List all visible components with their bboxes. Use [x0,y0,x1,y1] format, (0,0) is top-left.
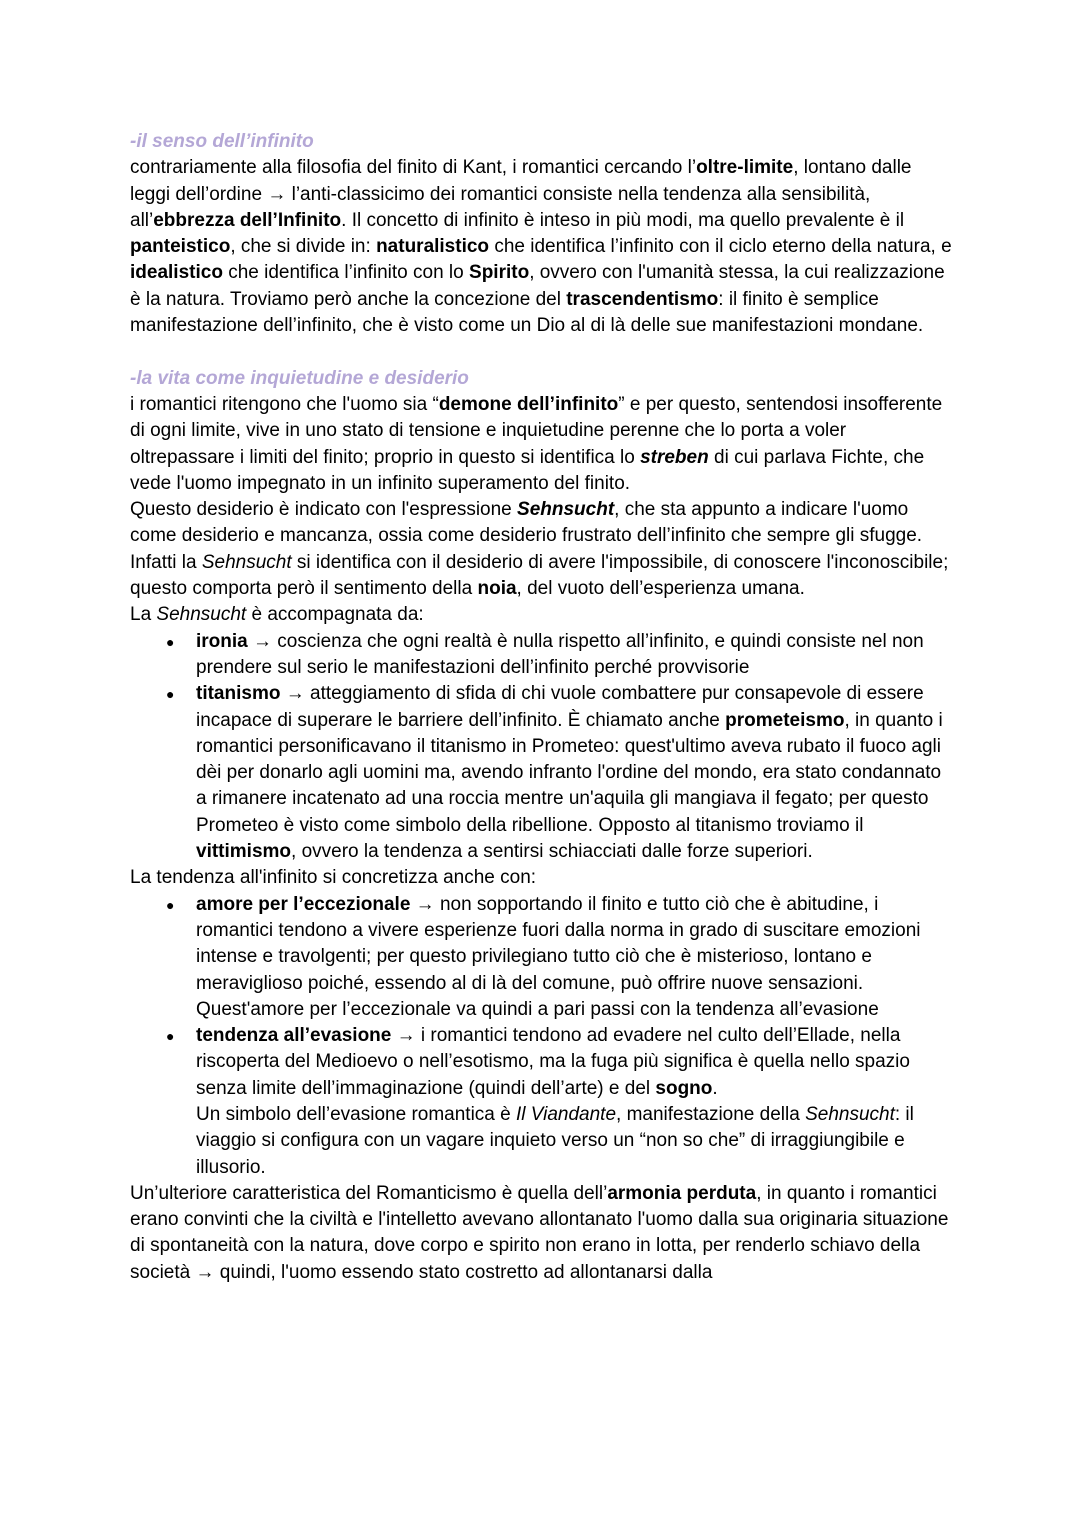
text-run: -la vita come inquietudine e desiderio [130,367,469,389]
bold-term: noia [477,578,517,600]
paragraph [130,155,952,339]
bold-term: streben [640,446,709,468]
text-run: Un’ulteriore caratteristica del Romanticismo è quella dell’ [130,1182,608,1204]
paragraph [130,392,952,497]
italic-term: Sehnsucht [805,1103,895,1125]
paragraph [130,497,952,602]
bold-term: panteistico [130,236,231,258]
bold-term: armonia perduta [607,1182,757,1204]
italic-term: Il Viandante [516,1103,617,1125]
text-run: di cui parlava Fichte, che vede l'uomo impegnato in un infinito superamento del finito. [130,446,925,494]
spacer [130,339,952,365]
text-run: → coscienza che ogni realtà è nulla rispetto all’infinito, e quindi consiste nel non prendere sul serio le manifestazioni dell’infinito perché provvisorie [196,630,924,678]
text-run: si identifica con il desiderio di avere l'impossibile, di conoscere l'inconoscibile; questo comporta però il sentimento della [130,551,949,600]
text-run: che identifica l’infinito con lo [222,262,470,284]
text-run: contrariamente alla filosofia del finito di Kant, i romantici cercando l’ [130,157,697,179]
text-run: , lontano dalle leggi dell’ordine → l’anti-classicimo dei romantici consiste nella tendenza alla sensibilità, all’ [130,157,912,231]
bold-term: naturalistico [376,236,490,258]
bold-term: demone dell’infinito [438,393,619,415]
bold-term: tendenza all’evasione [196,1025,392,1047]
bullet-list [130,892,952,1181]
paragraph [130,865,952,891]
text-run: . [712,1077,718,1099]
list-item [196,892,952,1023]
bold-term: ironia [196,630,248,652]
text-run: La [130,604,157,626]
italic-term: Sehnsucht [201,551,292,573]
document-page [130,129,952,1286]
text-run: La tendenza all'infinito si concretizza anche con: [130,867,537,889]
bold-term: titanismo [196,683,281,705]
bold-term: amore per l’eccezionale [196,893,411,915]
bold-term: sogno [655,1077,713,1099]
list-item [196,681,952,865]
bold-term: prometeismo [725,709,845,731]
paragraph [130,602,952,628]
text-run: , manifestazione della [616,1103,806,1125]
bold-term: ebbrezza dell’Infinito [153,209,342,231]
list-item [196,629,952,682]
text-run: , ovvero con l'umanità stessa, la cui realizzazione è la natura. Troviamo però anche la concezione del [130,262,945,310]
text-run: , ovvero la tendenza a sentirsi schiacciati dalle forze superiori. [291,841,813,863]
text-run: → non sopportando il finito e tutto ciò che è abitudine, i romantici tendono a vivere esperienze fuori dalla norma in grado di suscitare emozioni intense e travolgenti; per questo privilegiano tutto ciò che è misterioso, lontano e meraviglioso poiché, essendo al di là del comune, può offrire nuove sensazioni. Quest'amore per l’eccezionale va quindi a pari passi con la tendenza all’evasione [196,893,921,1020]
text-run: . Il concetto di infinito è inteso in più modi, ma quello prevalente è il [341,209,905,231]
text-run: , che sta appunto a indicare l'uomo come desiderio e mancanza, ossia come desiderio frustrato dell’infinito che sempre gli sfugge. Infatti la [130,499,923,573]
paragraph [130,1181,952,1286]
section-heading [130,366,952,392]
bold-term: Spirito [469,262,530,284]
italic-term: Sehnsucht [156,604,247,626]
text-run: , in quanto i romantici personificavano il titanismo in Prometeo: quest'ultimo aveva rubato il fuoco agli dèi per donarlo agli uomini ma, avendo infranto l'ordine del mondo, era stato condannato a rimanere incatenato ad una roccia mentre un'aquila gli mangiava il fegato; per questo Prometeo è visto come simbolo della ribellione. Opposto al titanismo troviamo il [196,709,943,836]
text-run: che identifica l’infinito con il ciclo eterno della natura, e [489,236,952,258]
text-run: i romantici ritengono che l'uomo sia “ [130,393,439,415]
bold-term: Sehnsucht [517,499,615,521]
bold-term: vittimismo [196,841,292,863]
text-run: , che si divide in: [230,236,377,258]
text-run: → atteggiamento di sfida di chi vuole combattere pur consapevole di essere incapace di superare le barriere dell’infinito. È chiamato anche [196,683,924,731]
text-run: è accompagnata da: [246,604,424,626]
text-run: -il senso dell’infinito [130,131,314,152]
section-heading [130,129,952,155]
bullet-list [130,629,952,866]
bold-term: trascendentismo [566,288,719,310]
text-run: : il finito è semplice manifestazione dell’infinito, che è visto come un Dio al di là delle sue manifestazioni mondane. [130,288,924,337]
text-run: Questo desiderio è indicato con l'espressione [130,499,518,521]
bold-term: oltre-limite [696,157,794,179]
text-run: ” e per questo, sentendosi insofferente di ogni limite, vive in uno stato di tensione e inquietudine perenne che lo porta a voler oltrepassare i limiti del finito; proprio in questo si identifica lo [130,393,943,468]
text-run: Un simbolo dell’evasione romantica è [196,1103,516,1125]
text-run: , del vuoto dell’esperienza umana. [516,578,805,600]
bold-term: idealistico [130,262,223,284]
text-run: → i romantici tendono ad evadere nel culto dell’Ellade, nella riscoperta del Medioevo o nell’esotismo, ma la fuga più significa è quella nello spazio senza limite dell’immaginazione (quindi dell’arte) e del [196,1025,910,1099]
text-run: : il viaggio si configura con un vagare inquieto verso un “non so che” di irraggiungibile e illusorio. [196,1103,914,1178]
text-run: , in quanto i romantici erano convinti che la civiltà e l'intelletto avevano allontanato l'uomo dalla sua originaria situazione di spontaneità con la natura, dove corpo e spirito non erano in lotta, per renderlo schiavo della società → quindi, l'uomo essendo stato costretto ad allontanarsi dalla [130,1182,949,1283]
list-item [196,1023,952,1181]
